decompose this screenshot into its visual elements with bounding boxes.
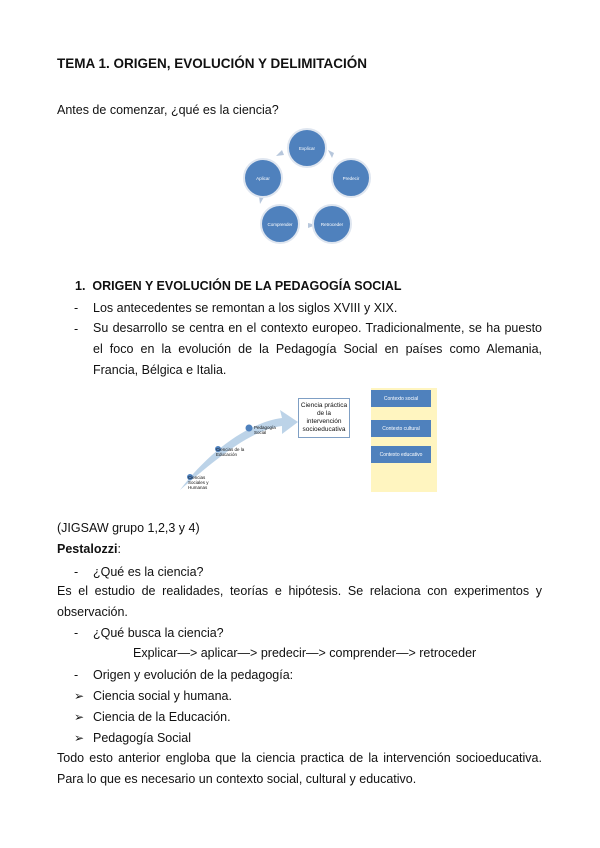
context-social-box: Contexto social bbox=[371, 390, 431, 407]
jigsaw-note: (JIGSAW grupo 1,2,3 y 4) bbox=[57, 521, 200, 535]
arrow-item-ciencia-social: Ciencia social y humana. bbox=[93, 689, 232, 703]
bullet-desarrollo: Su desarrollo se centra en el contexto europeo. Tradicionalmente, se ha puesto el foco en la evolución de la Pedagogía Social en países como Alemania, Francia, Bélgica e Italia. bbox=[93, 321, 542, 377]
arrow-item-ciencia-educacion: Ciencia de la Educación. bbox=[93, 710, 231, 724]
arrow-item-pedagogia-social: Pedagogía Social bbox=[93, 731, 191, 745]
cycle-node-comprender: Comprender bbox=[260, 204, 300, 244]
science-cycle-diagram bbox=[236, 126, 376, 244]
cycle-node-retroceder: Retroceder bbox=[312, 204, 352, 244]
evolution-diagram bbox=[170, 380, 442, 495]
question-que-busca: ¿Qué busca la ciencia? bbox=[93, 626, 224, 640]
bullet-dash: - bbox=[74, 668, 79, 682]
practical-science-box: Ciencia práctica de la intervención socioeducativa bbox=[298, 398, 350, 438]
bullet-dash: - bbox=[74, 626, 79, 640]
cycle-node-predecir: Predecir bbox=[331, 158, 371, 198]
bullet-dash: - bbox=[74, 565, 79, 579]
bullet-antecedentes: Los antecedentes se remontan a los siglos XVIII y XIX. bbox=[93, 301, 398, 315]
pestalozzi-heading: Pestalozzi: bbox=[57, 542, 121, 556]
arrow-bullet-icon: ➢ bbox=[74, 689, 85, 703]
cycle-arrow-1 bbox=[328, 150, 334, 158]
conclusion-paragraph: Todo esto anterior engloba que la ciencia practica de la intervención socioeducativa. Para lo que es necesario un contexto social, cultural y educativo. bbox=[57, 751, 542, 786]
cycle-node-aplicar: Aplicar bbox=[243, 158, 283, 198]
bullet-dash: - bbox=[74, 301, 79, 315]
step-label-ciencias-educacion: Ciencias de la Educación bbox=[216, 447, 245, 457]
context-educativo-box: Contexto educativo bbox=[371, 446, 431, 463]
intro-question: Antes de comenzar, ¿qué es la ciencia? bbox=[57, 103, 279, 117]
arrow-bullet-icon: ➢ bbox=[74, 731, 85, 745]
answer-que-es-ciencia: Es el estudio de realidades, teorías e hipótesis. Se relaciona con experimentos y observación. bbox=[57, 584, 542, 619]
cycle-node-explicar: Explicar bbox=[287, 128, 327, 168]
step-label-ciencias-sociales: Ciencias Sociales y Humanas bbox=[188, 475, 209, 490]
step-dot-3 bbox=[246, 425, 253, 432]
page-title: TEMA 1. ORIGEN, EVOLUCIÓN Y DELIMITACIÓN bbox=[57, 56, 368, 71]
bullet-dash: - bbox=[74, 322, 79, 336]
context-cultural-box: Contexto cultural bbox=[371, 420, 431, 437]
question-origen-evolucion: Origen y evolución de la pedagogía: bbox=[93, 668, 294, 682]
arrow-bullet-icon: ➢ bbox=[74, 710, 85, 724]
section-heading: 1. ORIGEN Y EVOLUCIÓN DE LA PEDAGOGÍA SOCIAL bbox=[75, 279, 402, 293]
step-label-pedagogia-social: Pedagogía Social bbox=[254, 425, 276, 435]
cycle-arrow-5 bbox=[276, 150, 284, 156]
question-que-es-ciencia: ¿Qué es la ciencia? bbox=[93, 565, 204, 579]
answer-que-busca: Explicar—> aplicar—> predecir—> comprender—> retroceder bbox=[133, 646, 477, 660]
